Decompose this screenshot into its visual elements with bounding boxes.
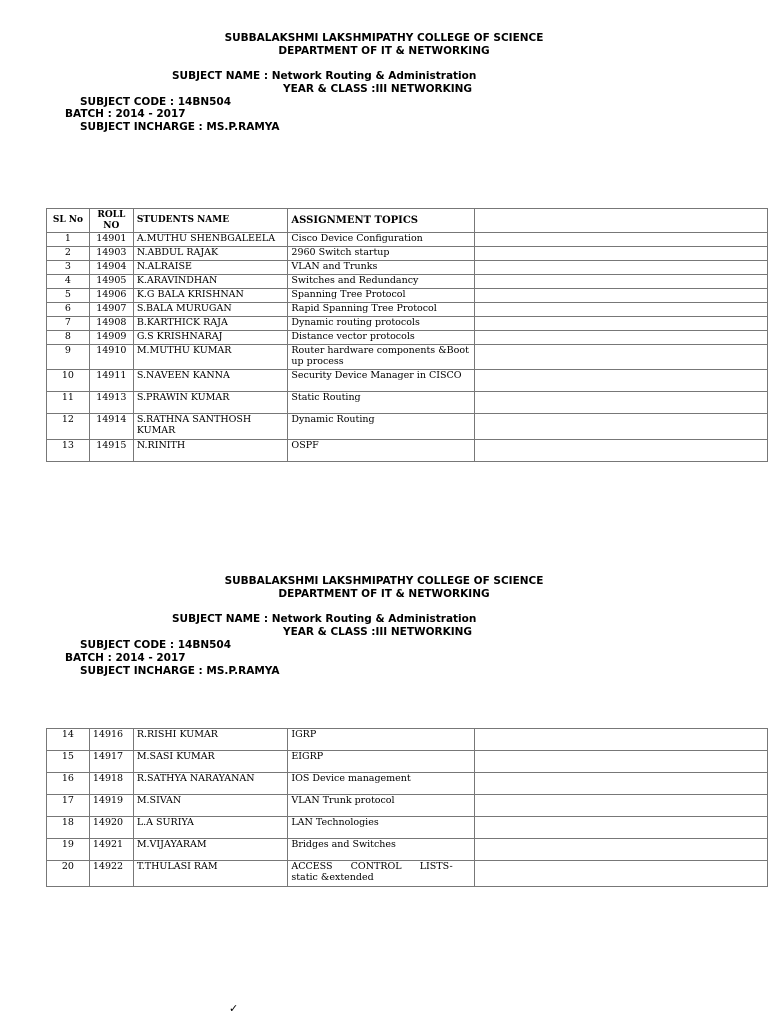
- college-name: SUBBALAKSHMI LAKSHMIPATHY COLLEGE OF SCIENCE: [224, 32, 544, 44]
- batch-2: BATCH : 2014 - 2017: [65, 652, 186, 664]
- assignment-table-2: [46, 728, 768, 887]
- subject-incharge: SUBJECT INCHARGE : MS.P.RAMYA: [80, 121, 280, 133]
- table-row: [47, 839, 768, 861]
- subject-code: SUBJECT CODE : 14BN504: [80, 96, 232, 108]
- table-row: [47, 861, 768, 887]
- cell-roll: 14919: [89, 795, 133, 817]
- cell-sl: 16: [47, 773, 90, 795]
- cell-sl: 2: [47, 247, 90, 261]
- cell-topic: Security Device Manager in CISCO: [288, 370, 474, 392]
- table-row: [47, 414, 768, 440]
- cell-blank: [474, 331, 767, 345]
- table-row: [47, 247, 768, 261]
- cell-name: M.MUTHU KUMAR: [133, 345, 288, 370]
- cell-name: A.MUTHU SHENBGALEELA: [133, 233, 288, 247]
- cell-sl: 6: [47, 303, 90, 317]
- table-row: [47, 817, 768, 839]
- cell-roll: 14901: [89, 233, 133, 247]
- cell-name: R.RISHI KUMAR: [133, 729, 288, 751]
- cell-topic: Router hardware components &Boot up process: [288, 345, 474, 370]
- cell-name: N.RINITH: [133, 440, 288, 462]
- cell-roll: 14905: [89, 275, 133, 289]
- cell-blank: [474, 370, 767, 392]
- cell-roll: 14922: [89, 861, 133, 887]
- cell-topic: Bridges and Switches: [288, 839, 474, 861]
- cell-roll: 14914: [89, 414, 133, 440]
- cell-blank: [474, 303, 767, 317]
- table-row: [47, 392, 768, 414]
- cell-name: S.BALA MURUGAN: [133, 303, 288, 317]
- cell-blank: [474, 345, 767, 370]
- cell-blank: [474, 414, 767, 440]
- table-row: [47, 795, 768, 817]
- cell-name: N.ABDUL RAJAK: [133, 247, 288, 261]
- cell-sl: 3: [47, 261, 90, 275]
- checkmark-icon: ✓: [229, 1002, 239, 1015]
- cell-name: G.S KRISHNARAJ: [133, 331, 288, 345]
- cell-topic: Dynamic routing protocols: [288, 317, 474, 331]
- cell-sl: 5: [47, 289, 90, 303]
- column-header-roll: ROLL NO: [89, 209, 133, 233]
- table-row: [47, 261, 768, 275]
- cell-topic: 2960 Switch startup: [288, 247, 474, 261]
- cell-roll: 14916: [89, 729, 133, 751]
- column-header-sl: SL No: [47, 209, 90, 233]
- assignment-table-1: [46, 208, 768, 462]
- cell-roll: 14920: [89, 817, 133, 839]
- cell-name: L.A SURIYA: [133, 817, 288, 839]
- cell-topic: Dynamic Routing: [288, 414, 474, 440]
- cell-sl: 1: [47, 233, 90, 247]
- cell-sl: 10: [47, 370, 90, 392]
- cell-sl: 20: [47, 861, 90, 887]
- cell-name: S.NAVEEN KANNA: [133, 370, 288, 392]
- cell-topic: VLAN and Trunks: [288, 261, 474, 275]
- cell-blank: [474, 839, 767, 861]
- cell-topic: Distance vector protocols: [288, 331, 474, 345]
- cell-sl: 19: [47, 839, 90, 861]
- cell-topic: IOS Device management: [288, 773, 474, 795]
- table-row: [47, 317, 768, 331]
- table-row: [47, 345, 768, 370]
- cell-name: M.SIVAN: [133, 795, 288, 817]
- subject-name: SUBJECT NAME : Network Routing & Administration: [172, 70, 477, 82]
- college-name-2: SUBBALAKSHMI LAKSHMIPATHY COLLEGE OF SCIENCE: [224, 575, 544, 587]
- cell-roll: 14918: [89, 773, 133, 795]
- cell-topic: Cisco Device Configuration: [288, 233, 474, 247]
- cell-blank: [474, 773, 767, 795]
- subject-code-2: SUBJECT CODE : 14BN504: [80, 639, 232, 651]
- table-row: [47, 729, 768, 751]
- year-class: YEAR & CLASS :III NETWORKING: [283, 83, 473, 95]
- cell-sl: 4: [47, 275, 90, 289]
- cell-sl: 8: [47, 331, 90, 345]
- cell-blank: [474, 440, 767, 462]
- table-row: [47, 370, 768, 392]
- cell-sl: 14: [47, 729, 90, 751]
- cell-sl: 17: [47, 795, 90, 817]
- table-row: [47, 440, 768, 462]
- cell-blank: [474, 247, 767, 261]
- cell-roll: 14907: [89, 303, 133, 317]
- table-row: [47, 751, 768, 773]
- cell-roll: 14909: [89, 331, 133, 345]
- cell-name: M.VIJAYARAM: [133, 839, 288, 861]
- cell-name: M.SASI KUMAR: [133, 751, 288, 773]
- cell-topic: ACCESS CONTROL LISTS-static &extended: [288, 861, 474, 887]
- column-header-blank: [474, 209, 767, 233]
- column-header-name: STUDENTS NAME: [133, 209, 288, 233]
- cell-name: B.KARTHICK RAJA: [133, 317, 288, 331]
- cell-blank: [474, 861, 767, 887]
- cell-blank: [474, 392, 767, 414]
- cell-blank: [474, 317, 767, 331]
- cell-blank: [474, 289, 767, 303]
- cell-blank: [474, 817, 767, 839]
- table-row: [47, 233, 768, 247]
- cell-blank: [474, 275, 767, 289]
- cell-roll: 14910: [89, 345, 133, 370]
- cell-name: T.THULASI RAM: [133, 861, 288, 887]
- cell-topic: Static Routing: [288, 392, 474, 414]
- cell-roll: 14908: [89, 317, 133, 331]
- cell-roll: 14903: [89, 247, 133, 261]
- cell-name: S.RATHNA SANTHOSH KUMAR: [133, 414, 288, 440]
- cell-topic: OSPF: [288, 440, 474, 462]
- cell-blank: [474, 795, 767, 817]
- cell-blank: [474, 729, 767, 751]
- cell-roll: 14906: [89, 289, 133, 303]
- cell-roll: 14915: [89, 440, 133, 462]
- batch: BATCH : 2014 - 2017: [65, 108, 186, 120]
- cell-sl: 11: [47, 392, 90, 414]
- cell-topic: Rapid Spanning Tree Protocol: [288, 303, 474, 317]
- cell-blank: [474, 261, 767, 275]
- cell-roll: 14921: [89, 839, 133, 861]
- cell-name: S.PRAWIN KUMAR: [133, 392, 288, 414]
- cell-sl: 12: [47, 414, 90, 440]
- cell-name: K.G BALA KRISHNAN: [133, 289, 288, 303]
- cell-topic: Switches and Redundancy: [288, 275, 474, 289]
- table-row: [47, 331, 768, 345]
- table-row: [47, 275, 768, 289]
- cell-sl: 9: [47, 345, 90, 370]
- cell-topic: Spanning Tree Protocol: [288, 289, 474, 303]
- cell-topic: VLAN Trunk protocol: [288, 795, 474, 817]
- cell-blank: [474, 233, 767, 247]
- cell-roll: 14911: [89, 370, 133, 392]
- cell-roll: 14904: [89, 261, 133, 275]
- table-row: [47, 289, 768, 303]
- table-header-row: [47, 209, 768, 233]
- table-row: [47, 303, 768, 317]
- cell-topic: IGRP: [288, 729, 474, 751]
- subject-incharge-2: SUBJECT INCHARGE : MS.P.RAMYA: [80, 665, 280, 677]
- cell-sl: 15: [47, 751, 90, 773]
- cell-blank: [474, 751, 767, 773]
- cell-roll: 14913: [89, 392, 133, 414]
- cell-sl: 7: [47, 317, 90, 331]
- cell-roll: 14917: [89, 751, 133, 773]
- table-row: [47, 773, 768, 795]
- cell-topic: LAN Technologies: [288, 817, 474, 839]
- cell-name: K.ARAVINDHAN: [133, 275, 288, 289]
- cell-name: R.SATHYA NARAYANAN: [133, 773, 288, 795]
- column-header-topic: ASSIGNMENT TOPICS: [288, 209, 474, 233]
- year-class-2: YEAR & CLASS :III NETWORKING: [283, 626, 473, 638]
- cell-topic: EIGRP: [288, 751, 474, 773]
- department-name-2: DEPARTMENT OF IT & NETWORKING: [278, 588, 490, 600]
- subject-name-2: SUBJECT NAME : Network Routing & Administration: [172, 613, 477, 625]
- cell-sl: 13: [47, 440, 90, 462]
- department-name: DEPARTMENT OF IT & NETWORKING: [278, 45, 490, 57]
- cell-name: N.ALRAISE: [133, 261, 288, 275]
- cell-sl: 18: [47, 817, 90, 839]
